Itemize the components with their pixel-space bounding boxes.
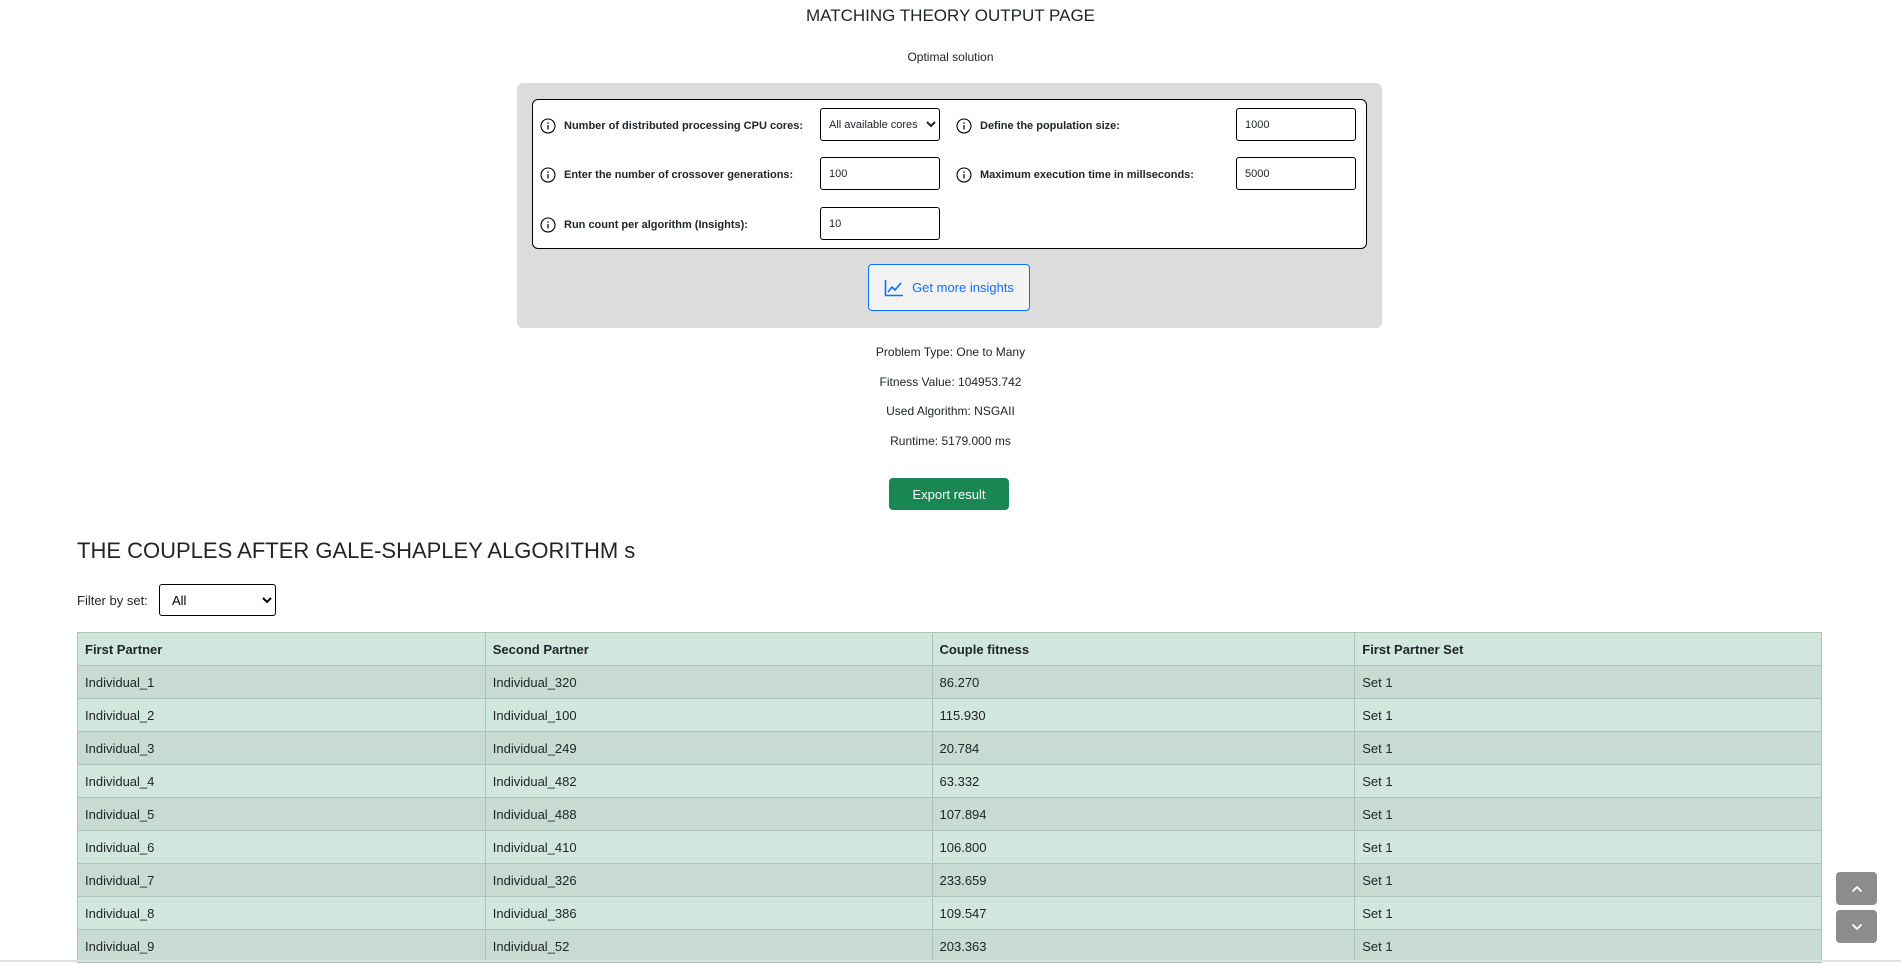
table-row bbox=[78, 699, 1822, 732]
first-partner-set-cell: Set 1 bbox=[1355, 732, 1822, 765]
runtime-text: Runtime: 5179.000 ms bbox=[890, 434, 1011, 448]
couple-fitness-cell: 106.800 bbox=[932, 831, 1355, 864]
first-partner-cell: Individual_6 bbox=[78, 831, 486, 864]
first-partner-set-cell: Set 1 bbox=[1355, 930, 1822, 963]
first-partner-cell: Individual_9 bbox=[78, 930, 486, 963]
second-partner-cell: Individual_410 bbox=[485, 831, 932, 864]
table-row bbox=[78, 864, 1822, 897]
first-partner-cell: Individual_5 bbox=[78, 798, 486, 831]
column-header[interactable]: Second Partner bbox=[485, 633, 932, 666]
second-partner-cell: Individual_482 bbox=[485, 765, 932, 798]
second-partner-cell: Individual_386 bbox=[485, 897, 932, 930]
column-header[interactable]: Couple fitness bbox=[932, 633, 1355, 666]
chevron-up-icon bbox=[1851, 885, 1863, 893]
first-partner-cell: Individual_2 bbox=[78, 699, 486, 732]
first-partner-set-cell: Set 1 bbox=[1355, 897, 1822, 930]
table-row bbox=[78, 732, 1822, 765]
second-partner-cell: Individual_326 bbox=[485, 864, 932, 897]
page-bottom-divider bbox=[0, 960, 1901, 962]
max-execution-time-input[interactable] bbox=[1236, 157, 1356, 190]
get-more-insights-button[interactable] bbox=[868, 264, 1030, 311]
second-partner-cell: Individual_320 bbox=[485, 666, 932, 699]
problem-type-text: Problem Type: One to Many bbox=[875, 345, 1026, 359]
second-partner-cell: Individual_52 bbox=[485, 930, 932, 963]
line-chart-icon bbox=[884, 279, 904, 297]
first-partner-cell: Individual_4 bbox=[78, 765, 486, 798]
first-partner-cell: Individual_8 bbox=[78, 897, 486, 930]
couple-fitness-cell: 20.784 bbox=[932, 732, 1355, 765]
first-partner-cell: Individual_1 bbox=[78, 666, 486, 699]
page-subtitle: Optimal solution bbox=[907, 50, 994, 64]
cpu-cores-setting bbox=[540, 109, 803, 142]
info-circle-icon[interactable] bbox=[956, 118, 972, 134]
page-title: MATCHING THEORY OUTPUT PAGE bbox=[805, 6, 1096, 25]
table-row bbox=[78, 897, 1822, 930]
couple-fitness-cell: 109.547 bbox=[932, 897, 1355, 930]
second-partner-cell: Individual_249 bbox=[485, 732, 932, 765]
settings-box bbox=[532, 99, 1367, 249]
settings-card bbox=[517, 83, 1382, 328]
chevron-down-icon bbox=[1851, 923, 1863, 931]
filter-set-select[interactable] bbox=[159, 584, 276, 616]
crossover-generations-input[interactable] bbox=[820, 157, 940, 190]
info-circle-icon[interactable] bbox=[540, 118, 556, 134]
fitness-value-text: Fitness Value: 104953.742 bbox=[879, 375, 1022, 389]
couple-fitness-cell: 63.332 bbox=[932, 765, 1355, 798]
first-partner-set-cell: Set 1 bbox=[1355, 831, 1822, 864]
couple-fitness-cell: 233.659 bbox=[932, 864, 1355, 897]
table-row bbox=[78, 798, 1822, 831]
population-size-label: Define the population size: bbox=[980, 119, 1120, 132]
population-size-setting bbox=[956, 109, 1120, 142]
table-row bbox=[78, 831, 1822, 864]
run-count-label: Run count per algorithm (Insights): bbox=[564, 218, 748, 231]
couple-fitness-cell: 115.930 bbox=[932, 699, 1355, 732]
scroll-down-button[interactable] bbox=[1836, 910, 1877, 943]
couple-fitness-cell: 203.363 bbox=[932, 930, 1355, 963]
first-partner-cell: Individual_3 bbox=[78, 732, 486, 765]
table-row bbox=[78, 765, 1822, 798]
max-execution-time-setting bbox=[956, 158, 1194, 191]
first-partner-cell: Individual_7 bbox=[78, 864, 486, 897]
export-result-button[interactable]: Export result bbox=[889, 478, 1009, 510]
crossover-generations-setting bbox=[540, 158, 793, 191]
second-partner-cell: Individual_488 bbox=[485, 798, 932, 831]
used-algorithm-text: Used Algorithm: NSGAII bbox=[886, 404, 1015, 418]
run-count-setting bbox=[540, 208, 748, 241]
couple-fitness-cell: 107.894 bbox=[932, 798, 1355, 831]
couple-fitness-cell: 86.270 bbox=[932, 666, 1355, 699]
first-partner-set-cell: Set 1 bbox=[1355, 666, 1822, 699]
cpu-cores-label: Number of distributed processing CPU cores: bbox=[564, 119, 803, 132]
max-execution-time-label: Maximum execution time in millseconds: bbox=[980, 168, 1194, 181]
second-partner-cell: Individual_100 bbox=[485, 699, 932, 732]
cpu-cores-select[interactable] bbox=[820, 108, 940, 141]
table-row bbox=[78, 930, 1822, 963]
info-circle-icon[interactable] bbox=[540, 217, 556, 233]
info-circle-icon[interactable] bbox=[540, 167, 556, 183]
insights-button-label: Get more insights bbox=[912, 280, 1014, 295]
first-partner-set-cell: Set 1 bbox=[1355, 864, 1822, 897]
first-partner-set-cell: Set 1 bbox=[1355, 699, 1822, 732]
info-circle-icon[interactable] bbox=[956, 167, 972, 183]
first-partner-set-cell: Set 1 bbox=[1355, 765, 1822, 798]
run-count-input[interactable] bbox=[820, 207, 940, 240]
filter-label: Filter by set: bbox=[77, 593, 148, 608]
column-header[interactable]: First Partner Set bbox=[1355, 633, 1822, 666]
first-partner-set-cell: Set 1 bbox=[1355, 798, 1822, 831]
table-header-row bbox=[78, 633, 1822, 666]
crossover-generations-label: Enter the number of crossover generations: bbox=[564, 168, 794, 181]
column-header[interactable]: First Partner bbox=[78, 633, 486, 666]
population-size-input[interactable] bbox=[1236, 108, 1356, 141]
scroll-up-button[interactable] bbox=[1836, 872, 1877, 905]
couples-table bbox=[77, 632, 1822, 963]
couples-section-title: THE COUPLES AFTER GALE-SHAPLEY ALGORITHM s bbox=[77, 538, 636, 563]
table-row bbox=[78, 666, 1822, 699]
